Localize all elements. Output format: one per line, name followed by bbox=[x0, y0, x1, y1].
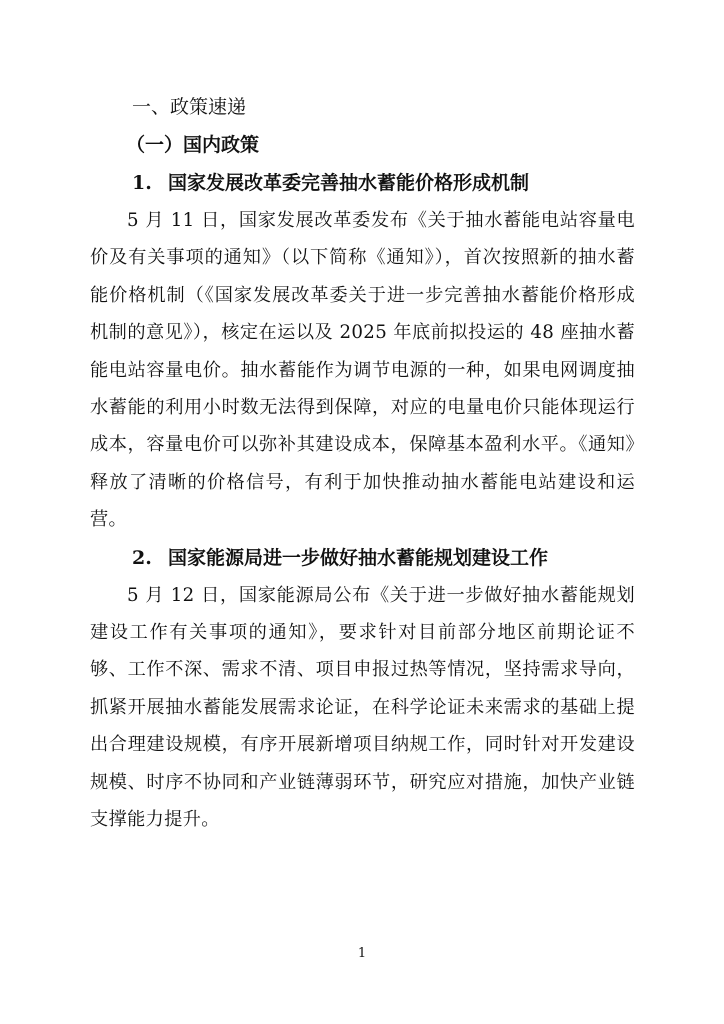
item-2-heading bbox=[132, 539, 635, 577]
item-2-title: 国家能源局进一步做好抽水蓄能规划建设工作 bbox=[168, 546, 549, 569]
item-2-number: 2. bbox=[132, 546, 152, 569]
item-1-paragraph: 5 月 11 日，国家发展改革委发布《关于抽水蓄能电站容量电价及有关事项的通知》（以下简称《通知》），首次按照新的抽水蓄能价格机制（《国家发展改革委关于进一步完善抽水蓄能价格形成机制的意见》），核定在运以及 2025 年底前拟投运的 48 座抽水蓄能电站容量电价。抽水蓄能作为调节电源的一种，如果电网调度抽水蓄能的利用小时数无法得到保障，对应的电量电价只能体现运行成本，容量电价可以弥补其建设成本，保障基本盈利水平。《通知》释放了清晰的价格信号，有利于加快推动抽水蓄能电站建设和运营。 bbox=[90, 210, 635, 531]
item-1-number: 1. bbox=[132, 172, 152, 194]
item-2-paragraph: 5 月 12 日，国家能源局公布《关于进一步做好抽水蓄能规划建设工作有关事项的通知》，要求针对目前部分地区前期论证不够、工作不深、需求不清、项目申报过热等情况，坚持需求导向，抓紧开展抽水蓄能发展需求论证，在科学论证未来需求的基础上提出合理建设规模，有序开展新增项目纳规工作，同时针对开发建设规模、时序不协同和产业链薄弱环节，研究应对措施，加快产业链支撑能力提升。 bbox=[90, 584, 635, 831]
page-number: 1 bbox=[357, 946, 367, 961]
item-1-heading bbox=[132, 164, 635, 202]
page-content bbox=[90, 88, 635, 839]
item-1-title: 国家发展改革委完善抽水蓄能价格形成机制 bbox=[168, 172, 530, 194]
subsection-heading: （一）国内政策 bbox=[126, 134, 260, 156]
section-heading: 一、政策速递 bbox=[132, 96, 247, 118]
